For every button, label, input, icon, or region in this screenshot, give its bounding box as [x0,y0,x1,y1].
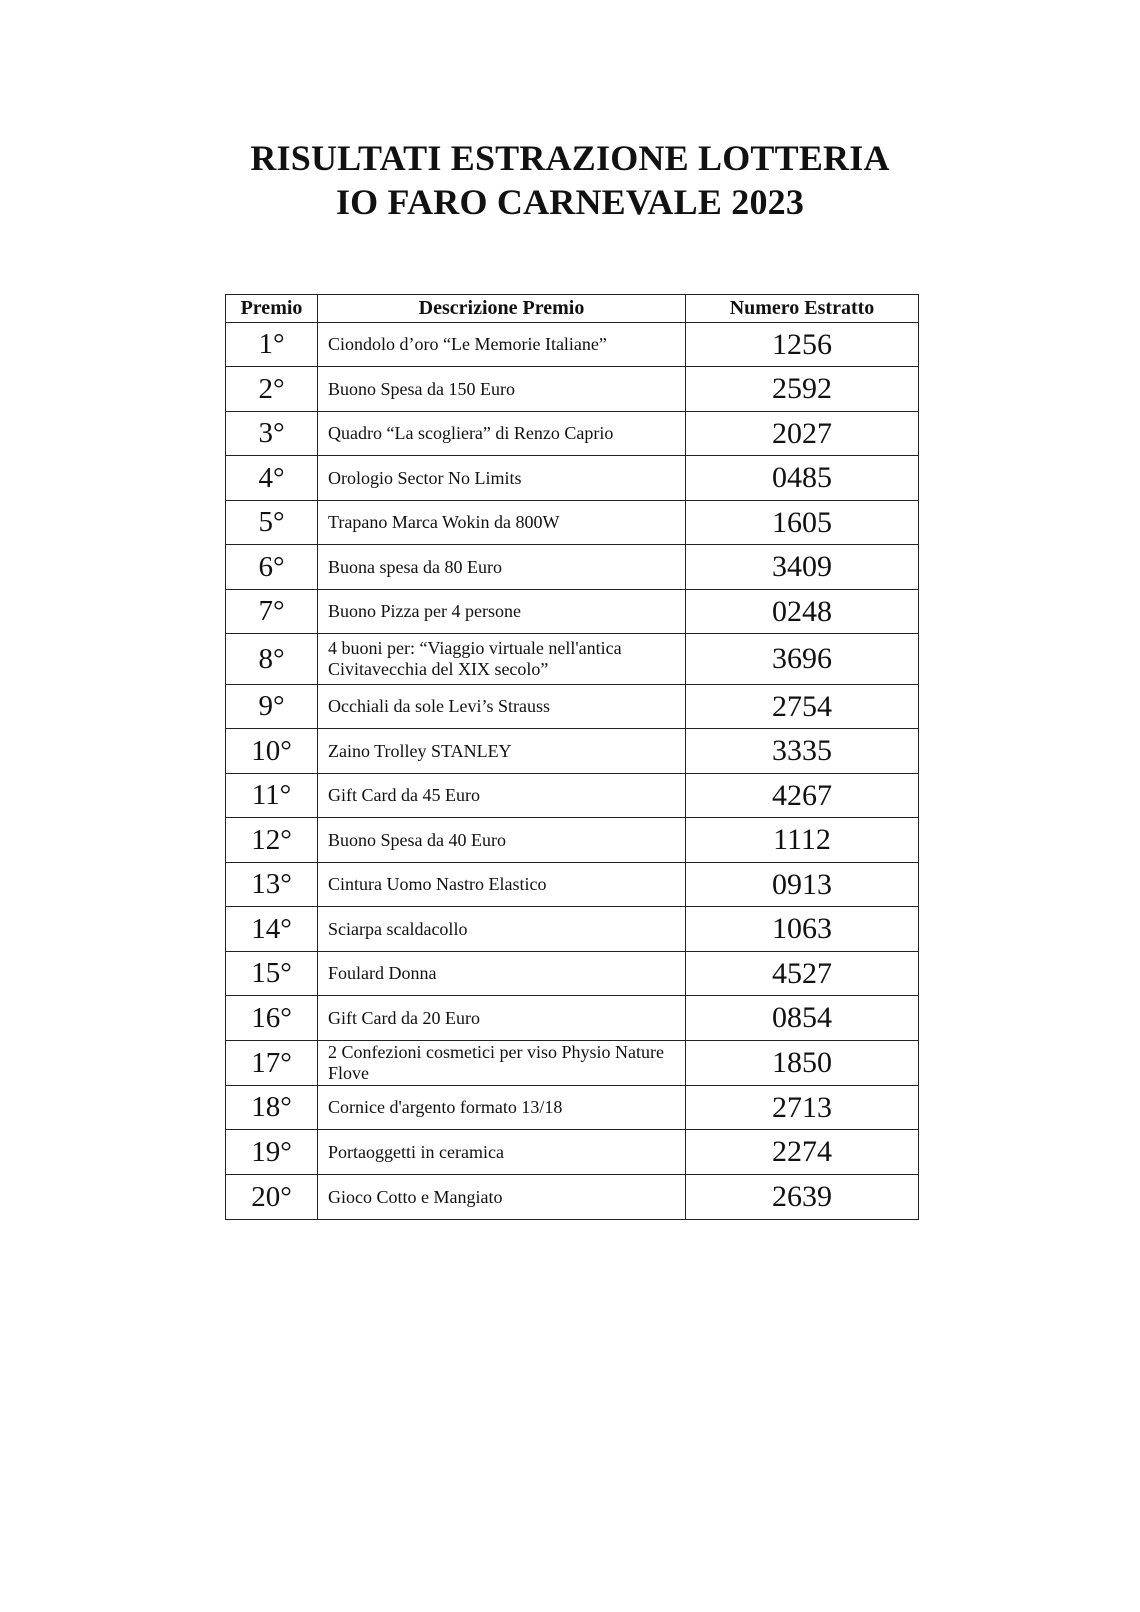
table-row [226,863,919,907]
header-descrizione: Descrizione Premio [318,295,686,323]
table-row [226,1130,919,1175]
prize-description: Buono Spesa da 150 Euro [318,367,686,412]
prize-rank: 2° [226,367,318,412]
winning-number: 3335 [686,729,919,774]
winning-number: 2592 [686,367,919,412]
prize-rank: 13° [226,863,318,907]
winning-number: 1850 [686,1041,919,1086]
prize-description: Foulard Donna [318,952,686,996]
prize-rank: 10° [226,729,318,774]
page-title-line-2: IO FARO CARNEVALE 2023 [335,182,805,222]
prize-description: Zaino Trolley STANLEY [318,729,686,774]
prize-description: Trapano Marca Wokin da 800W [318,501,686,545]
winning-number: 1256 [686,323,919,367]
prize-rank: 17° [226,1041,318,1086]
winning-number: 2274 [686,1130,919,1175]
prize-rank: 18° [226,1086,318,1130]
winning-number: 0913 [686,863,919,907]
prize-description: Buona spesa da 80 Euro [318,545,686,590]
table-row [226,1086,919,1130]
prize-rank: 14° [226,907,318,952]
winning-number: 4267 [686,774,919,818]
prize-description: Portaoggetti in ceramica [318,1130,686,1175]
table-row [226,996,919,1041]
prize-description: Orologio Sector No Limits [318,456,686,501]
table-row [226,774,919,818]
prize-description: Buono Spesa da 40 Euro [318,818,686,863]
prize-rank: 20° [226,1175,318,1220]
prize-description: 4 buoni per: “Viaggio virtuale nell'antica Civitavecchia del XIX secolo” [318,634,686,685]
winning-number: 0485 [686,456,919,501]
table-row [226,590,919,634]
prize-description: Occhiali da sole Levi’s Strauss [318,685,686,729]
prize-rank: 4° [226,456,318,501]
prize-description: Ciondolo d’oro “Le Memorie Italiane” [318,323,686,367]
results-table [225,294,919,1220]
prize-rank: 16° [226,996,318,1041]
prize-rank: 15° [226,952,318,996]
table-row [226,545,919,590]
prize-description: Cintura Uomo Nastro Elastico [318,863,686,907]
table-row [226,456,919,501]
winning-number: 0854 [686,996,919,1041]
prize-description: Sciarpa scaldacollo [318,907,686,952]
table-row [226,907,919,952]
prize-rank: 5° [226,501,318,545]
winning-number: 1605 [686,501,919,545]
winning-number: 3409 [686,545,919,590]
table-row [226,685,919,729]
winning-number: 2027 [686,412,919,456]
prize-rank: 12° [226,818,318,863]
prize-description: Gift Card da 45 Euro [318,774,686,818]
prize-rank: 19° [226,1130,318,1175]
prize-description: Cornice d'argento formato 13/18 [318,1086,686,1130]
prize-description: 2 Confezioni cosmetici per viso Physio Nature Flove [318,1041,686,1086]
prize-rank: 7° [226,590,318,634]
table-row [226,952,919,996]
header-numero: Numero Estratto [686,295,919,323]
table-header-row [226,295,919,323]
prize-rank: 3° [226,412,318,456]
winning-number: 1112 [686,818,919,863]
winning-number: 2754 [686,685,919,729]
table-row [226,501,919,545]
prize-description: Gioco Cotto e Mangiato [318,1175,686,1220]
winning-number: 0248 [686,590,919,634]
prize-rank: 6° [226,545,318,590]
prize-description: Gift Card da 20 Euro [318,996,686,1041]
table-row [226,729,919,774]
table-row [226,412,919,456]
prize-rank: 8° [226,634,318,685]
prize-rank: 11° [226,774,318,818]
table-row [226,367,919,412]
prize-description: Quadro “La scogliera” di Renzo Caprio [318,412,686,456]
table-row [226,1041,919,1086]
prize-rank: 1° [226,323,318,367]
header-premio: Premio [226,295,318,323]
winning-number: 1063 [686,907,919,952]
table-row [226,634,919,685]
table-row [226,818,919,863]
page-title-line-1: RISULTATI ESTRAZIONE LOTTERIA [250,138,890,178]
winning-number: 2639 [686,1175,919,1220]
winning-number: 2713 [686,1086,919,1130]
winning-number: 3696 [686,634,919,685]
winning-number: 4527 [686,952,919,996]
table-row [226,1175,919,1220]
table-row [226,323,919,367]
prize-rank: 9° [226,685,318,729]
prize-description: Buono Pizza per 4 persone [318,590,686,634]
